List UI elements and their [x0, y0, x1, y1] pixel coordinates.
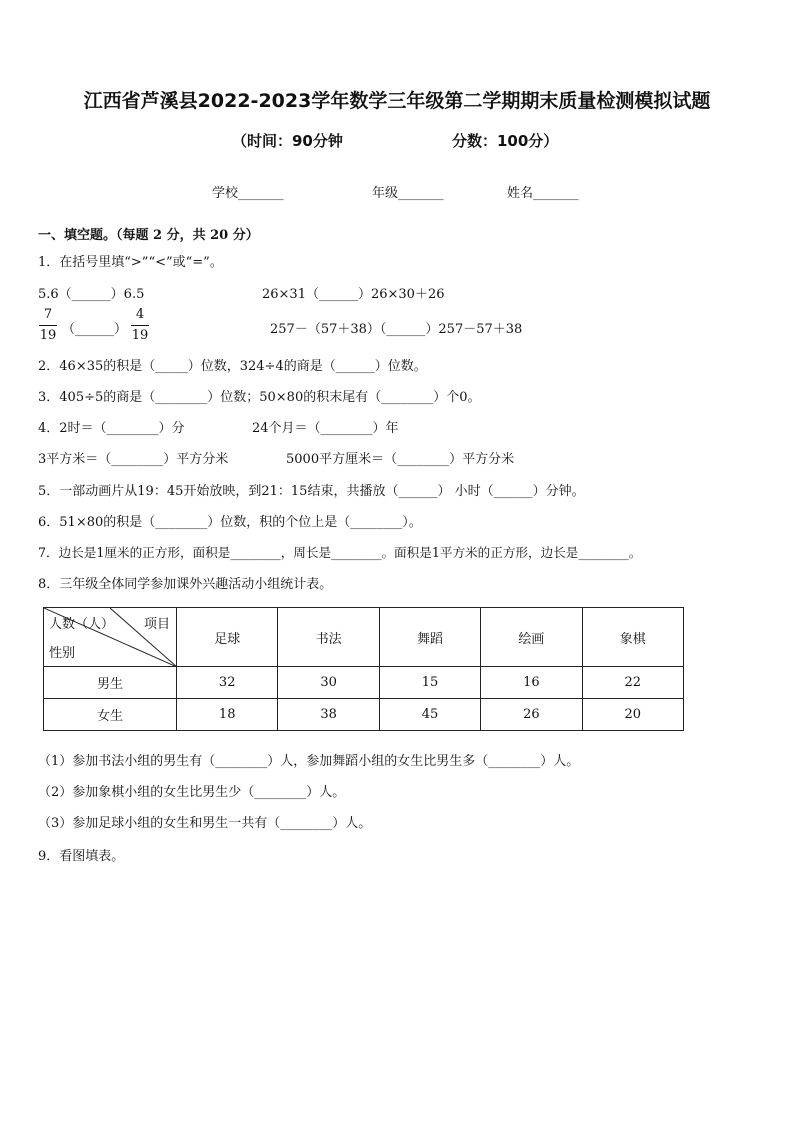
table-cell: 18 — [177, 699, 278, 731]
table-row — [44, 699, 684, 731]
column-header: 书法 — [278, 608, 379, 667]
question-1a: 5.6（______）6.5 — [38, 287, 145, 302]
fraction-right — [130, 307, 150, 344]
question-3: 3．405÷5的商是（________）位数；50×80的积末尾有（________）个0。 — [38, 390, 481, 405]
page-title: 江西省芦溪县2022-2023学年数学三年级第二学期期末质量检测模拟试题 — [83, 90, 711, 112]
table-cell: 20 — [582, 699, 683, 731]
corner-label-item: 项目 — [143, 617, 170, 632]
table-cell: 15 — [379, 667, 480, 699]
corner-label-gender: 性别 — [49, 646, 76, 661]
grade-field: 年级_______ — [372, 186, 444, 201]
question-8-prompt: 8．三年级全体同学参加课外兴趣活动小组统计表。 — [38, 577, 333, 592]
question-4b: 24个月＝（________）年 — [252, 421, 399, 436]
fraction-bar — [39, 325, 57, 326]
question-1-prompt: 1．在括号里填“>”“<”或“=”。 — [38, 255, 223, 270]
question-8-sub3: （3）参加足球小组的女生和男生一共有（________）人。 — [38, 816, 372, 831]
question-7: 7．边长是1厘米的正方形，面积是________，周长是________。面积是1平方米的正方形，边长是________。 — [38, 545, 642, 560]
question-1b: 26×31（______）26×30＋26 — [262, 287, 445, 302]
table-cell: 26 — [481, 699, 582, 731]
name-field: 姓名_______ — [507, 186, 579, 201]
school-field: 学校_______ — [212, 186, 284, 201]
question-5: 5．一部动画片从19：45开始放映，到21：15结束，共播放（______） 小时（______）分钟。 — [38, 484, 585, 499]
section-heading: 一、填空题。（每题 2 分，共 20 分） — [38, 228, 259, 243]
table-cell: 45 — [379, 699, 480, 731]
column-header: 象棋 — [582, 608, 683, 667]
table-cell: 22 — [582, 667, 683, 699]
question-8-sub1: （1）参加书法小组的男生有（________）人，参加舞蹈小组的女生比男生多（________）人。 — [38, 754, 580, 769]
question-2: 2．46×35的积是（_____）位数，324÷4的商是（______）位数。 — [38, 359, 427, 374]
question-8-sub2: （2）参加象棋小组的女生比男生少（________）人。 — [38, 785, 346, 800]
question-4d: 5000平方厘米＝（________）平方分米 — [286, 452, 515, 467]
fraction-right-numerator: 4 — [135, 307, 145, 322]
table-cell: 16 — [481, 667, 582, 699]
table-cell: 38 — [278, 699, 379, 731]
question-9: 9．看图填表。 — [38, 849, 125, 864]
exam-score: 分数：100分） — [452, 132, 559, 150]
row-label: 男生 — [44, 667, 177, 699]
table-corner-cell — [44, 608, 177, 667]
column-header: 足球 — [177, 608, 278, 667]
activity-stats-table — [43, 607, 684, 731]
table-cell: 30 — [278, 667, 379, 699]
table-cell: 32 — [177, 667, 278, 699]
fraction-bar — [131, 325, 149, 326]
row-label: 女生 — [44, 699, 177, 731]
question-1c-blank: （______） — [62, 322, 128, 337]
column-header: 绘画 — [481, 608, 582, 667]
table-header-row — [44, 608, 684, 667]
question-4c: 3平方米＝（________）平方分米 — [38, 452, 229, 467]
exam-time: （时间：90分钟 — [232, 132, 343, 150]
question-6: 6．51×80的积是（________）位数，积的个位上是（________）。 — [38, 515, 422, 530]
corner-label-count: 人数（人） — [49, 617, 115, 632]
fraction-left — [38, 307, 58, 344]
fraction-left-numerator: 7 — [43, 307, 53, 322]
fraction-left-denominator: 19 — [39, 328, 57, 343]
column-header: 舞蹈 — [379, 608, 480, 667]
question-1d: 257－（57＋38）（______）257－57＋38 — [270, 322, 523, 337]
question-4a: 4．2时＝（________）分 — [38, 421, 185, 436]
fraction-right-denominator: 19 — [131, 328, 149, 343]
table-row — [44, 667, 684, 699]
